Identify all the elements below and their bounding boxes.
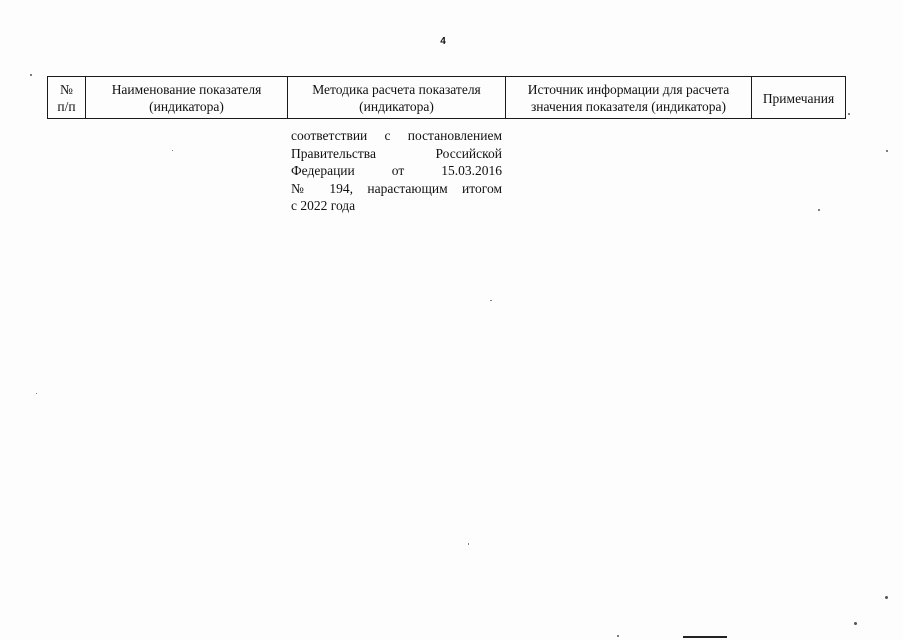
scan-speck <box>617 635 619 637</box>
text-line-3: Федерации от 15.03.2016 <box>291 163 502 178</box>
indicator-table-header <box>47 76 846 119</box>
header-number-label: № п/п <box>57 82 76 114</box>
scan-speck <box>885 596 888 599</box>
header-number-text <box>51 81 82 115</box>
header-notes: Примечания <box>752 77 846 119</box>
text-line-5: с 2022 года <box>291 198 356 213</box>
text-line-4: № 194, нарастающим итогом <box>291 180 502 196</box>
table-header-row <box>48 77 846 119</box>
scan-speck <box>886 150 888 152</box>
calculation-method-continued-text <box>291 127 502 215</box>
scan-speck <box>468 543 469 545</box>
text-line-1: соответствии с постановлением <box>291 128 502 143</box>
scan-speck <box>490 300 492 301</box>
text-line-2: Правительства Российской <box>291 145 502 161</box>
header-indicator-name: Наименование показателя (индикатора) <box>86 77 288 119</box>
header-calculation-method: Методика расчета показателя (индикатора) <box>288 77 506 119</box>
scan-speck <box>36 393 37 394</box>
scan-speck <box>172 150 173 151</box>
scan-mark <box>683 636 727 638</box>
header-information-source: Источник информации для расчета значения показателя (индикатора) <box>506 77 752 119</box>
scan-speck <box>818 209 820 211</box>
scan-speck <box>848 113 850 115</box>
page-number: 4 <box>440 36 446 47</box>
header-number <box>48 77 86 119</box>
scan-speck <box>30 74 32 76</box>
scan-speck <box>854 622 857 625</box>
